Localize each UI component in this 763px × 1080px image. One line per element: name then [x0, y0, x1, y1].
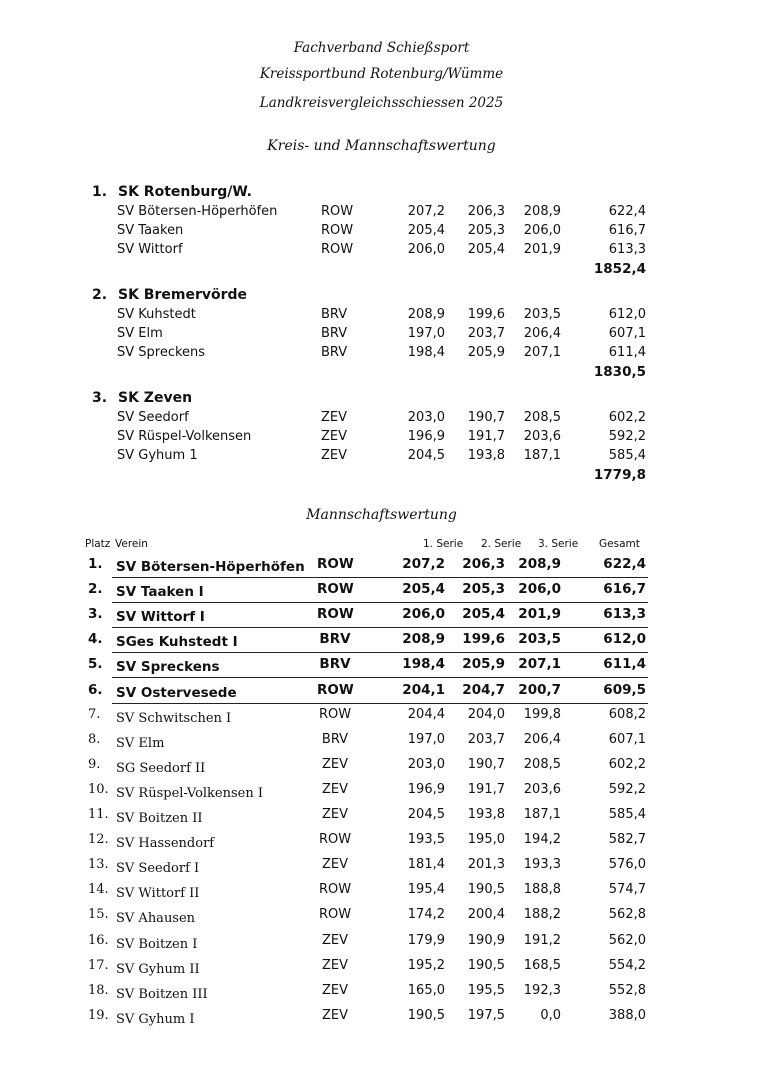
row-serie-1: 204,4 — [407, 706, 445, 722]
row-serie-2: 190,9 — [467, 932, 505, 948]
row-serie-1: 197,0 — [407, 731, 445, 747]
row-gesamt: 622,4 — [603, 556, 646, 572]
row-verein: SV Rüspel-Volkensen I — [116, 785, 264, 801]
row-serie-1: 179,9 — [407, 932, 445, 948]
table-row — [0, 606, 763, 631]
header-federation: Fachverband Schießsport — [293, 40, 470, 56]
team-serie-3: 203,5 — [523, 307, 561, 322]
kreis-rank: 2. — [92, 287, 108, 303]
team-serie-1: 206,0 — [407, 242, 445, 257]
row-verein: SV Taaken I — [116, 584, 204, 601]
table-row — [0, 707, 763, 732]
row-serie-2: 205,4 — [462, 606, 505, 623]
team-kreis: BRV — [321, 307, 348, 322]
col-header-platz: Platz — [85, 538, 111, 550]
row-serie-2: 190,5 — [467, 957, 505, 973]
table-row — [0, 631, 763, 656]
kreis-total: 1830,5 — [593, 364, 646, 380]
row-platz: 10. — [88, 781, 109, 797]
row-serie-1: 208,9 — [402, 631, 445, 648]
table-row — [0, 556, 763, 581]
row-kreis: ROW — [317, 606, 354, 623]
row-kreis: ROW — [318, 907, 352, 923]
row-serie-3: 199,8 — [523, 706, 561, 722]
kreis-group-title — [92, 287, 247, 303]
kreis-name: SK Zeven — [118, 390, 193, 406]
team-name: SV Elm — [117, 326, 163, 341]
team-serie-1: 203,0 — [407, 410, 445, 425]
row-verein: SV Spreckens — [116, 659, 220, 676]
table-row — [0, 807, 763, 832]
team-serie-3: 201,9 — [523, 242, 561, 257]
section-title-mannschaftswertung: Mannschaftswertung — [306, 507, 457, 523]
row-verein: SV Gyhum II — [116, 961, 200, 977]
team-serie-2: 205,3 — [467, 223, 505, 238]
row-gesamt: 602,2 — [608, 756, 646, 772]
team-serie-3: 187,1 — [523, 448, 561, 463]
row-serie-2: 191,7 — [467, 781, 505, 797]
row-serie-3: 206,0 — [518, 581, 561, 598]
row-verein: SV Boitzen III — [116, 986, 208, 1002]
row-kreis: ZEV — [321, 781, 348, 797]
row-platz: 13. — [88, 857, 109, 873]
team-serie-1: 204,5 — [407, 448, 445, 463]
team-serie-2: 199,6 — [467, 307, 505, 322]
team-name: SV Seedorf — [117, 410, 189, 425]
table-row — [0, 757, 763, 782]
team-kreis: ZEV — [321, 429, 348, 444]
team-kreis: ZEV — [321, 448, 348, 463]
table-row — [0, 682, 763, 707]
row-verein: SV Wittorf II — [116, 886, 200, 902]
row-kreis: ROW — [317, 681, 354, 698]
team-name: SV Spreckens — [117, 345, 206, 360]
row-serie-2: 205,9 — [462, 656, 505, 673]
table-row — [0, 581, 763, 606]
row-kreis: ZEV — [321, 807, 348, 822]
row-kreis: ROW — [318, 882, 352, 898]
row-platz: 9. — [88, 756, 101, 772]
row-kreis: BRV — [319, 656, 351, 673]
row-serie-1: 204,5 — [407, 807, 445, 822]
team-serie-1: 207,2 — [407, 204, 445, 219]
section-title-kreiswertung: Kreis- und Mannschaftswertung — [267, 138, 496, 154]
row-gesamt: 388,0 — [608, 1007, 646, 1023]
row-kreis: ZEV — [321, 857, 348, 873]
row-serie-1: 174,2 — [407, 907, 445, 923]
row-kreis: ZEV — [321, 957, 348, 973]
team-serie-3: 208,5 — [523, 410, 561, 425]
table-row — [0, 958, 763, 983]
row-verein: SV Gyhum I — [116, 1011, 195, 1027]
row-gesamt: 585,4 — [608, 807, 646, 822]
team-gesamt: 611,4 — [608, 345, 646, 360]
team-serie-3: 208,9 — [523, 204, 561, 219]
team-name: SV Kuhstedt — [117, 307, 196, 322]
team-kreis: ROW — [321, 223, 354, 238]
row-kreis: ZEV — [321, 932, 348, 948]
row-kreis: ROW — [317, 581, 354, 598]
col-header-serie-3: 3. Serie — [538, 538, 579, 550]
team-serie-2: 205,9 — [467, 345, 505, 360]
team-gesamt: 616,7 — [608, 223, 646, 238]
table-row — [0, 907, 763, 932]
row-serie-3: 188,2 — [523, 907, 561, 923]
row-serie-3: 192,3 — [523, 982, 561, 998]
row-serie-1: 195,2 — [407, 957, 445, 973]
team-kreis: BRV — [321, 326, 348, 341]
team-serie-2: 206,3 — [467, 204, 505, 219]
row-platz: 3. — [88, 606, 103, 623]
row-gesamt: 552,8 — [608, 982, 646, 998]
row-gesamt: 616,7 — [603, 581, 646, 598]
row-serie-1: 198,4 — [402, 656, 445, 673]
row-serie-2: 200,4 — [467, 907, 505, 923]
kreis-total: 1852,4 — [593, 261, 646, 277]
col-header-gesamt: Gesamt — [599, 538, 640, 550]
row-kreis: BRV — [321, 731, 349, 747]
kreis-team-row — [0, 204, 763, 222]
team-name: SV Wittorf — [117, 242, 183, 257]
team-gesamt: 607,1 — [608, 326, 646, 341]
row-serie-2: 204,7 — [462, 681, 505, 698]
row-serie-1: 190,5 — [407, 1007, 445, 1023]
row-verein: SV Boitzen I — [116, 936, 198, 952]
row-kreis: ZEV — [321, 756, 348, 772]
row-platz: 1. — [88, 556, 103, 572]
col-header-serie-2: 2. Serie — [481, 538, 522, 550]
row-gesamt: 554,2 — [608, 957, 646, 973]
team-kreis: BRV — [321, 345, 348, 360]
team-serie-3: 207,1 — [523, 345, 561, 360]
col-header-serie-1: 1. Serie — [423, 538, 464, 550]
team-gesamt: 592,2 — [608, 429, 646, 444]
table-row — [0, 782, 763, 807]
row-serie-2: 201,3 — [467, 857, 505, 873]
team-gesamt: 622,4 — [608, 204, 646, 219]
row-serie-1: 206,0 — [402, 606, 445, 623]
row-platz: 19. — [88, 1007, 109, 1023]
team-serie-1: 205,4 — [407, 223, 445, 238]
row-kreis: BRV — [319, 631, 351, 648]
kreis-name: SK Bremervörde — [118, 287, 248, 303]
row-verein: SG Seedorf II — [116, 760, 206, 776]
row-gesamt: 582,7 — [608, 832, 646, 848]
row-serie-1: 207,2 — [402, 556, 445, 572]
row-verein: SV Schwitschen I — [116, 710, 232, 726]
kreis-rank: 3. — [92, 390, 108, 406]
row-verein: SV Ahausen — [116, 911, 196, 927]
row-serie-3: 207,1 — [518, 656, 561, 673]
row-platz: 8. — [88, 731, 101, 747]
row-verein: SV Elm — [116, 735, 165, 751]
row-platz: 5. — [88, 656, 103, 673]
row-gesamt: 607,1 — [608, 731, 646, 747]
team-serie-3: 206,0 — [523, 223, 561, 238]
row-gesamt: 609,5 — [603, 681, 646, 698]
kreis-rank: 1. — [92, 184, 108, 200]
team-serie-2: 193,8 — [467, 448, 505, 463]
kreis-name: SK Rotenburg/W. — [118, 184, 253, 200]
row-verein: SV Bötersen-Höperhöfen — [116, 559, 305, 575]
row-serie-1: 203,0 — [407, 756, 445, 772]
row-serie-1: 205,4 — [402, 581, 445, 598]
row-serie-2: 190,7 — [467, 756, 505, 772]
row-serie-2: 199,6 — [462, 631, 505, 648]
team-kreis: ROW — [321, 204, 354, 219]
kreis-team-row — [0, 307, 763, 325]
kreis-team-row — [0, 242, 763, 260]
row-platz: 6. — [88, 681, 103, 698]
row-serie-1: 193,5 — [407, 832, 445, 848]
row-platz: 18. — [88, 982, 109, 998]
row-serie-1: 181,4 — [407, 857, 445, 873]
row-platz: 17. — [88, 957, 109, 973]
header-sports-association: Kreissportbund Rotenburg/Wümme — [259, 66, 504, 82]
kreis-team-row — [0, 448, 763, 466]
row-kreis: ROW — [318, 706, 352, 722]
row-gesamt: 576,0 — [608, 857, 646, 873]
row-serie-3: 206,4 — [523, 731, 561, 747]
kreis-team-row — [0, 345, 763, 363]
row-platz: 12. — [88, 832, 109, 848]
kreis-group-title — [92, 390, 192, 406]
row-verein: SV Hassendorf — [116, 836, 215, 852]
kreis-group-title — [92, 184, 252, 200]
table-row — [0, 656, 763, 681]
row-platz: 14. — [88, 882, 109, 898]
team-name: SV Bötersen-Höperhöfen — [117, 204, 278, 219]
team-name: SV Taaken — [117, 223, 184, 238]
team-name: SV Rüspel-Volkensen — [117, 429, 252, 444]
team-serie-1: 198,4 — [407, 345, 445, 360]
kreis-team-row — [0, 326, 763, 344]
row-serie-2: 206,3 — [462, 556, 505, 572]
team-kreis: ZEV — [321, 410, 348, 425]
row-serie-1: 196,9 — [407, 781, 445, 797]
table-row — [0, 857, 763, 882]
kreis-team-row — [0, 410, 763, 428]
team-name: SV Gyhum 1 — [117, 448, 198, 463]
row-platz: 4. — [88, 631, 103, 648]
row-serie-3: 208,5 — [523, 756, 561, 772]
row-gesamt: 562,8 — [608, 907, 646, 923]
team-serie-1: 196,9 — [407, 429, 445, 444]
row-serie-3: 168,5 — [523, 957, 561, 973]
team-serie-3: 206,4 — [523, 326, 561, 341]
team-kreis: ROW — [321, 242, 354, 257]
row-gesamt: 612,0 — [603, 631, 646, 648]
row-serie-3: 188,8 — [523, 882, 561, 898]
header-event-title: Landkreisvergleichsschiessen 2025 — [259, 95, 504, 111]
team-gesamt: 612,0 — [608, 307, 646, 322]
team-serie-2: 190,7 — [467, 410, 505, 425]
row-platz: 2. — [88, 581, 103, 598]
row-verein: SV Boitzen II — [116, 811, 203, 826]
table-row — [0, 983, 763, 1008]
team-gesamt: 602,2 — [608, 410, 646, 425]
row-serie-2: 195,5 — [467, 982, 505, 998]
kreis-team-row — [0, 429, 763, 447]
table-row — [0, 882, 763, 907]
row-gesamt: 608,2 — [608, 706, 646, 722]
row-serie-3: 203,6 — [523, 781, 561, 797]
row-verein: SV Wittorf I — [116, 609, 205, 626]
row-platz: 16. — [88, 932, 109, 948]
team-serie-2: 191,7 — [467, 429, 505, 444]
row-kreis: ZEV — [321, 1007, 348, 1023]
row-serie-2: 203,7 — [467, 731, 505, 747]
team-serie-3: 203,6 — [523, 429, 561, 444]
row-serie-2: 197,5 — [467, 1007, 505, 1023]
team-gesamt: 613,3 — [608, 242, 646, 257]
team-serie-1: 208,9 — [407, 307, 445, 322]
row-verein: SGes Kuhstedt I — [116, 634, 238, 651]
row-platz: 11. — [88, 807, 109, 822]
row-serie-2: 205,3 — [462, 581, 505, 598]
row-serie-3: 200,7 — [518, 681, 561, 698]
row-serie-3: 0,0 — [540, 1007, 561, 1023]
table-row — [0, 732, 763, 757]
row-kreis: ZEV — [321, 982, 348, 998]
row-serie-3: 187,1 — [523, 807, 561, 822]
team-gesamt: 585,4 — [608, 448, 646, 463]
row-serie-1: 195,4 — [407, 882, 445, 898]
team-serie-1: 197,0 — [407, 326, 445, 341]
table-row — [0, 1008, 763, 1033]
row-gesamt: 611,4 — [603, 656, 646, 673]
table-row — [0, 832, 763, 857]
row-serie-3: 208,9 — [518, 556, 561, 572]
table-row — [0, 933, 763, 958]
row-serie-2: 190,5 — [467, 882, 505, 898]
row-gesamt: 592,2 — [608, 781, 646, 797]
row-serie-1: 204,1 — [402, 681, 445, 698]
row-verein: SV Ostervesede — [116, 684, 237, 701]
row-serie-2: 204,0 — [467, 706, 505, 722]
row-serie-3: 191,2 — [523, 932, 561, 948]
row-serie-2: 193,8 — [467, 807, 505, 822]
row-gesamt: 574,7 — [608, 882, 646, 898]
row-serie-3: 201,9 — [518, 606, 561, 623]
kreis-total: 1779,8 — [593, 467, 646, 483]
row-serie-3: 194,2 — [523, 832, 561, 848]
row-kreis: ROW — [318, 832, 352, 848]
row-serie-3: 203,5 — [518, 631, 561, 648]
row-serie-3: 193,3 — [523, 857, 561, 873]
row-platz: 15. — [88, 907, 109, 923]
team-serie-2: 203,7 — [467, 326, 505, 341]
row-verein: SV Seedorf I — [116, 861, 200, 877]
row-gesamt: 562,0 — [608, 932, 646, 948]
row-platz: 7. — [88, 706, 101, 722]
team-serie-2: 205,4 — [467, 242, 505, 257]
row-gesamt: 613,3 — [603, 606, 646, 623]
row-serie-1: 165,0 — [407, 982, 445, 998]
col-header-verein: Verein — [115, 538, 148, 550]
kreis-team-row — [0, 223, 763, 241]
row-serie-2: 195,0 — [467, 832, 505, 848]
row-kreis: ROW — [317, 556, 354, 572]
